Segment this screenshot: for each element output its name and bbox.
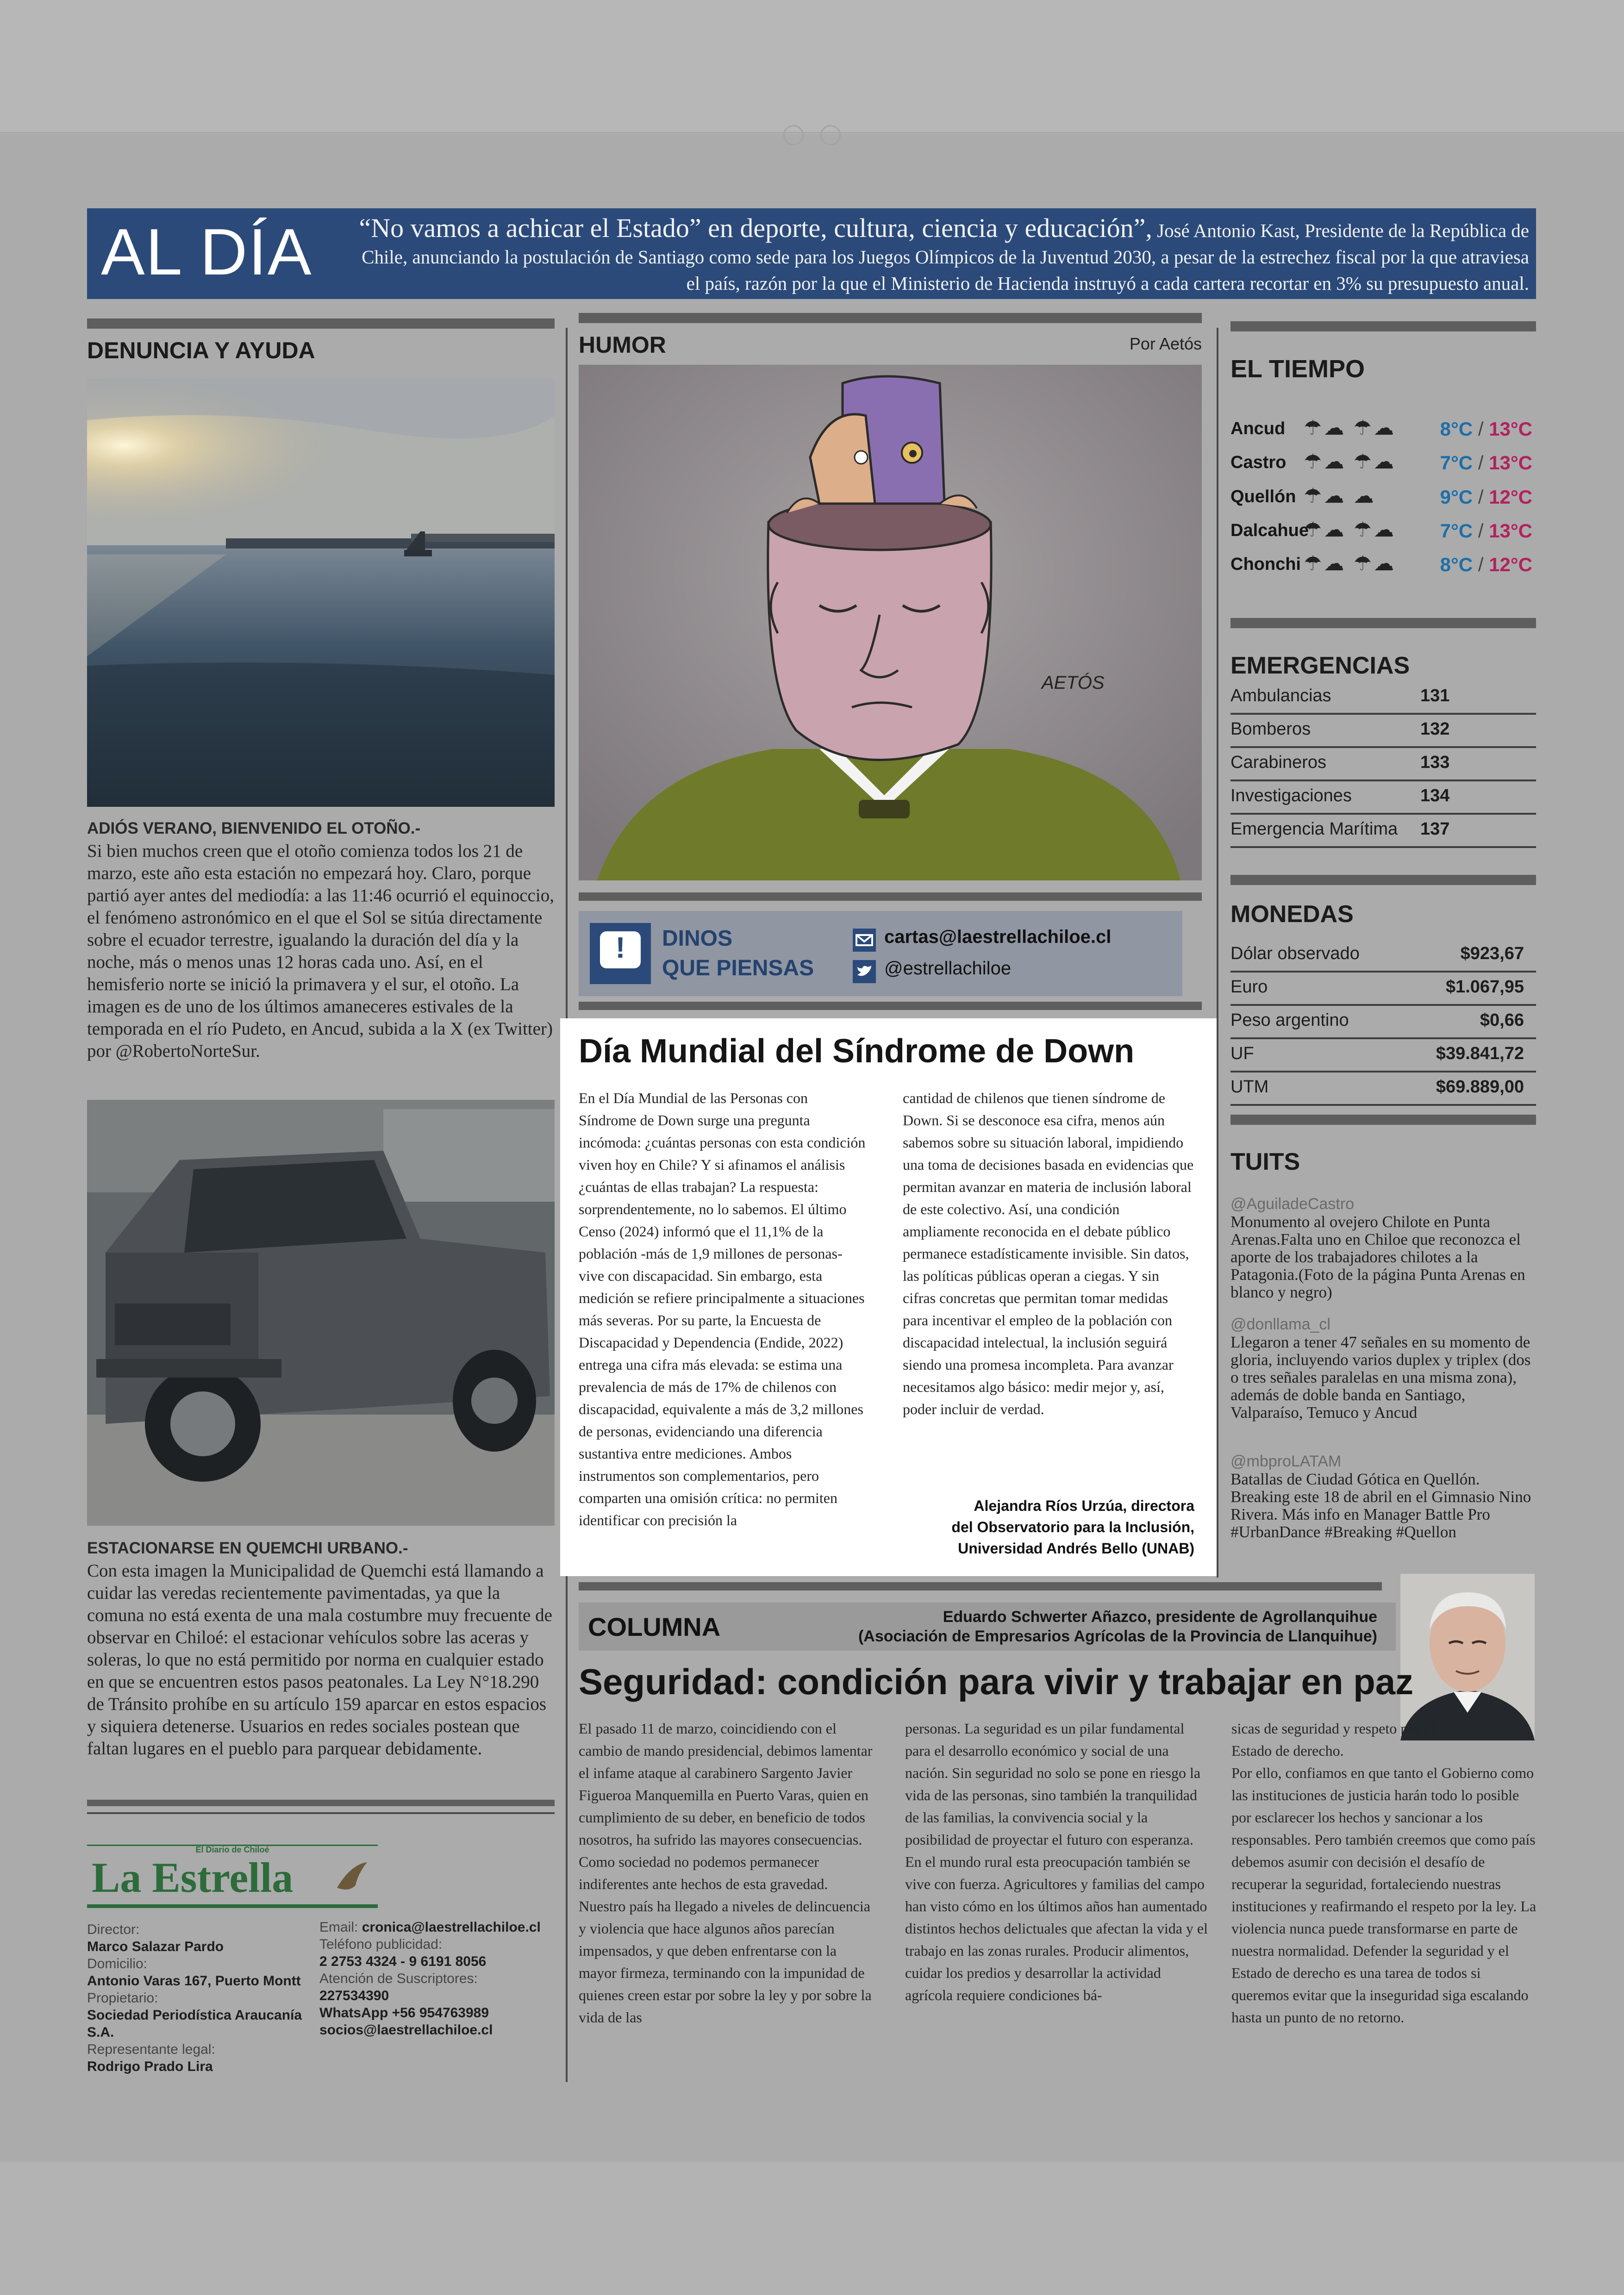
tweet-user[interactable]: @mbproLATAM [1230, 1453, 1342, 1470]
socios-value[interactable]: socios@laestrellachiloe.cl [319, 2022, 493, 2038]
rep-value: Rodrigo Prado Lira [87, 2059, 213, 2074]
portrait-illustration [1400, 1574, 1535, 1740]
emergency-row [1230, 780, 1536, 815]
speech-bubble-icon [590, 923, 651, 984]
story2-body: Con esta imagen la Municipalidad de Quemchi está llamando a cuidar las veredas recientemente pavimentadas, ya que la comuna no está exenta de una mala costumbre muy frecuente de observar en Chiloé: el estacionar vehículos sobre las aceras y soleras, lo que no está permitido por norma en cualquier estado en que se encuentren estos pasos peatonales. La Ley N°18.290 de Tránsito prohíbe en su artículo 159 aparcar en estos espacios y siquiera detenerse. Usuarios en redes sociales postean que faltan lugares en el pueblo para parquear debidamente. [87, 1561, 552, 1759]
emergency-name: Ambulancias [1230, 686, 1331, 705]
currency-row [1230, 971, 1536, 1006]
dinos-line1: DINOS [662, 926, 733, 951]
domicilio-label: Domicilio: [87, 1956, 148, 1971]
weather-row [1230, 482, 1536, 516]
tweet-item [1230, 1453, 1536, 1541]
temp-max: 13°C [1489, 418, 1532, 440]
dinos-title [662, 924, 814, 983]
dinos-email[interactable]: cartas@laestrellachiloe.cl [884, 927, 1112, 947]
tweet-item [1230, 1195, 1536, 1301]
masthead-rule-thin [87, 1812, 555, 1814]
email-label: Email: [319, 1920, 358, 1935]
emergencias-heading: EMERGENCIAS [1230, 652, 1410, 679]
sig-line3: Universidad Andrés Bello (UNAB) [958, 1540, 1194, 1557]
emergencias-bar [1230, 618, 1536, 628]
humor-bar [579, 313, 1202, 323]
emergency-row [1230, 746, 1536, 781]
al-dia-banner [87, 208, 1536, 299]
dinos-twitter[interactable]: @estrellachiloe [884, 958, 1012, 979]
cartoon-signature: AETÓS [1042, 673, 1105, 693]
humor-heading: HUMOR [579, 332, 666, 358]
currency-value: $0,66 [1480, 1010, 1524, 1030]
dinos-box [579, 911, 1182, 996]
sig-line1: Alejandra Ríos Urzúa, directora [974, 1497, 1194, 1514]
currency-value: $39.841,72 [1436, 1044, 1524, 1063]
section-bar [87, 318, 555, 329]
tuits-heading: TUITS [1230, 1148, 1300, 1175]
emergency-name: Investigaciones [1230, 786, 1352, 805]
monedas-heading: MONEDAS [1230, 901, 1354, 928]
temp-separator: / [1478, 418, 1484, 440]
tiempo-heading: EL TIEMPO [1230, 355, 1365, 383]
weather-row [1230, 516, 1536, 549]
propietario-value: Sociedad Periodística Araucanía S.A. [87, 2008, 302, 2040]
tel-label: Teléfono publicidad: [319, 1937, 443, 1952]
bird-logo-icon [332, 1860, 369, 1897]
temp-min: 9°C [1440, 486, 1473, 508]
currency-name: Dólar observado [1230, 944, 1360, 963]
emergency-number[interactable]: 131 [1420, 686, 1450, 705]
story1-body: Si bien muchos creen que el otoño comienza todos los 21 de marzo, este año esta estación no empezará hoy. Claro, porque partió ayer antes del mediodía: a las 11:46 ocurrió el equinoccio, el fenómeno astronómico en el que el Sol se sitúa directamente sobre el ecuador terrestre, igualando la duración del día y la noche, más o menos unas 12 horas cada uno. Así, en el hemisferio norte se inició la primavera y el sur, el otoño. La imagen es de uno de los últimos amaneceres estivales de la temporada en el río Pudeto, en Ancud, subida a la X (ex Twitter) por @RobertoNorteSur. [87, 841, 554, 1061]
emergency-name: Bomberos [1230, 719, 1311, 739]
columna-title: Seguridad: condición para vivir y trabajar en paz [579, 1661, 1414, 1702]
emergency-row [1230, 813, 1536, 848]
rain-cloud-icon: ☂☁ ☂☁ [1304, 417, 1396, 439]
currency-name: UTM [1230, 1077, 1269, 1097]
subs-value: 227534390 [319, 1988, 389, 2003]
temp-max: 12°C [1489, 486, 1532, 508]
featured-article [560, 1018, 1217, 1576]
tweet-text: Llegaron a tener 47 señales en su momento de gloria, incluyendo varios duplex y triplex (dos o tres señales paralelas en una misma zona), además de doble banda en Santiago, Valparaíso, Temuco y Ancud [1230, 1333, 1531, 1422]
weather-city: Quellón [1230, 487, 1296, 506]
story2-title: ESTACIONARSE EN QUEMCHI URBANO.- [87, 1539, 408, 1557]
weather-temps [1440, 452, 1532, 474]
weather-city: Dalcahue [1230, 521, 1309, 540]
temp-separator: / [1478, 486, 1484, 508]
tel-value: 2 2753 4324 - 9 6191 8056 [319, 1954, 487, 1969]
weather-temps [1440, 486, 1532, 508]
weather-row [1230, 448, 1536, 481]
emergency-name: Carabineros [1230, 753, 1326, 772]
monedas-bar [1230, 875, 1536, 885]
currency-value: $923,67 [1460, 944, 1524, 963]
sunset-illustration [87, 379, 555, 807]
truck-photo [87, 1100, 555, 1526]
al-dia-label: AL DÍA [101, 215, 312, 289]
emergency-row [1230, 713, 1536, 748]
temp-separator: / [1478, 520, 1484, 542]
currency-value: $69.889,00 [1436, 1077, 1524, 1097]
tweet-item [1230, 1316, 1536, 1422]
weather-city: Castro [1230, 453, 1287, 472]
al-dia-body: José Antonio Kast, Presidente de la República de Chile, anunciando la postulación de Santiago como sede para los Juegos Olímpicos de la Juventud 2030, a pesar de la estrechez fiscal por la que atraviesa el país, razón por la que el Ministerio de Hacienda instruyó a cada cartera recortar en 3% su presupuesto anual. [362, 220, 1529, 294]
rain-cloud-icon: ☂☁ ☁ [1304, 485, 1376, 507]
currency-name: Euro [1230, 977, 1268, 997]
cartoon-illustration [579, 365, 1202, 880]
page-nav[interactable] [783, 125, 841, 145]
humor-cartoon [579, 365, 1202, 880]
weather-temps [1440, 520, 1532, 542]
story1-title: ADIÓS VERANO, BIENVENIDO EL OTOÑO.- [87, 819, 421, 837]
featured-col2: cantidad de chilenos que tienen síndrome de Down. Si se desconoce esa cifra, menos aún sabemos sobre su situación laboral, impidiendo una toma de decisiones basada en evidencias que permitan avanzar en materia de inclusión laboral de este colectivo. Así, una condición ampliamente reconocida en el debate público permanece estadísticamente invisible. Sin datos, las políticas públicas operan a ciegas. Y sin cifras concretas que permitan tomar medidas para incentivar el empleo de la población con discapacidad intelectual, la inclusión seguirá siendo una promesa incompleta. Para avanzar necesitamos algo básico: medir mejor y, así, poder incluir de verdad. [903, 1090, 1194, 1417]
dinos-bar [579, 892, 1202, 901]
tweet-text: Monumento al ovejero Chilote en Punta Arenas.Falta uno en Chiloe que reconozca el aporte de los trabajadores chilotes a la Patagonia.(Foto de la página Punta Arenas en blanco y negro) [1230, 1213, 1525, 1301]
exclamation-glyph: ! [615, 931, 625, 964]
currency-row [1230, 1071, 1536, 1106]
temp-max: 13°C [1489, 452, 1532, 474]
prev-page-dot[interactable] [783, 125, 804, 145]
weather-temps [1440, 418, 1532, 440]
currency-name: UF [1230, 1044, 1254, 1063]
whatsapp-value: WhatsApp +56 954763989 [319, 2005, 489, 2021]
dinos-line2: QUE PIENSAS [662, 956, 814, 980]
domicilio-value: Antonio Varas 167, Puerto Montt [87, 1973, 301, 1989]
currency-value: $1.067,95 [1445, 977, 1524, 997]
featured-title: Día Mundial del Síndrome de Down [579, 1033, 1135, 1070]
tweet-user[interactable]: @AguiladeCastro [1230, 1195, 1354, 1213]
columna-col3: Por ello, confiamos en que tanto el Gobierno como las instituciones de justicia harán todo lo posible por esclarecer los hechos y sancionar a los responsables. Pero también creemos que como país debemos asumir con decisión el desafío de recuperar la seguridad, fortaleciendo nuestras instituciones y reafirmando el respeto por la ley. La violencia nunca puede transformarse en parte de nuestra normalidad. Defender la seguridad y el Estado de derecho es una tarea de todos si queremos evitar que la inseguridad siga escalando hasta un punto de no retorno. [1231, 1765, 1537, 2026]
masthead-logo [87, 1845, 378, 1908]
truck-illustration [87, 1100, 555, 1526]
emergency-number[interactable]: 134 [1420, 786, 1450, 805]
al-dia-text [346, 215, 1529, 297]
weather-city: Ancud [1230, 419, 1286, 438]
temp-separator: / [1478, 554, 1484, 575]
rep-label: Representante legal: [87, 2042, 215, 2057]
staff-box-left [87, 1921, 309, 2075]
email-value[interactable]: cronica@laestrellachiloe.cl [362, 1920, 541, 1935]
staff-box-right [319, 1919, 560, 2039]
propietario-label: Propietario: [87, 1990, 158, 2006]
columna-author [858, 1607, 1377, 1646]
tweet-text: Batallas de Ciudad Gótica en Quellón. Breaking este 18 de abril en el Gimnasio Nino Rivera. Más info en Manager Battle Pro #UrbanDance #Breaking #Quellon [1230, 1470, 1531, 1541]
emergency-number[interactable]: 133 [1420, 753, 1450, 772]
columna-col1: El pasado 11 de marzo, coincidiendo con el cambio de mando presidencial, debimos lamentar el infame ataque al carabinero Sargento Javier Figueroa Manquemilla en Puerto Varas, quien en cumplimiento de su deber, en beneficio de todos nosotros, ha sufrido las mayores consecuencias. Como sociedad no podemos permanecer indiferentes ante hechos de esta gravedad. Nuestro país ha llegado a niveles de delincuencia y violencia que hace algunos años parecían impensados, y que deben enfrentarse con la mayor firmeza, terminando con la impunidad de quienes creen estar por sobre la ley y por sobre la vida de las [579, 1720, 873, 2026]
temp-max: 12°C [1489, 554, 1532, 575]
columna-header [579, 1603, 1396, 1651]
emergency-name: Emergencia Marítima [1230, 819, 1398, 839]
featured-signature [903, 1495, 1194, 1559]
emergency-row [1230, 680, 1536, 715]
currency-row [1230, 1004, 1536, 1039]
denuncia-heading: DENUNCIA Y AYUDA [87, 337, 315, 363]
viewer-top-strip [0, 0, 1624, 133]
columna-col3-intro: sicas de seguridad y respeto por el Estado de derecho. [1231, 1720, 1435, 1759]
next-page-dot[interactable] [820, 125, 841, 145]
columna-label: COLUMNA [588, 1612, 721, 1641]
al-dia-quote: “No vamos a achicar el Estado” en deporte, cultura, ciencia y educación”, [359, 213, 1152, 243]
weather-temps [1440, 554, 1532, 576]
columna-author-line1: Eduardo Schwerter Añazco, presidente de Agrollanquihue [943, 1608, 1377, 1626]
sig-line2: del Observatorio para la Inclusión, [951, 1519, 1194, 1535]
temp-separator: / [1478, 452, 1484, 474]
weather-row [1230, 550, 1536, 583]
weather-city: Chonchi [1230, 555, 1301, 574]
temp-max: 13°C [1489, 520, 1532, 542]
temp-min: 8°C [1440, 418, 1473, 440]
columna-bar-top [579, 1582, 1382, 1590]
tiempo-bar [1230, 321, 1536, 331]
director-label: Director: [87, 1922, 140, 1937]
humor-author: Por Aetós [1129, 334, 1202, 353]
temp-min: 7°C [1440, 520, 1473, 542]
columna-col2: personas. La seguridad es un pilar fundamental para el desarrollo económico y social de una nación. Sin seguridad no solo se pone en riesgo la vida de las personas, sino también la tranquilidad de las familias, la convivencia social y la posibilidad de proyectar el futuro con esperanza. En el mundo rural esta preocupación también se vive con fuerza. Agricultores y familias del campo han visto cómo en los últimos años han aumentado distintos hechos delictuales que afectan la vida y el trabajo en las zonas rurales. Producir alimentos, cuidar los predios y desarrollar la actividad agrícola requiere condiciones bá- [905, 1720, 1208, 2003]
mail-icon [853, 929, 876, 952]
currency-row [1230, 937, 1536, 973]
masthead-name: La Estrella [92, 1854, 294, 1901]
masthead-rule [87, 1800, 555, 1806]
rain-cloud-icon: ☂☁ ☂☁ [1304, 450, 1396, 473]
columna-author-line2: (Asociación de Empresarios Agrícolas de la Provincia de Llanquihue) [858, 1628, 1377, 1645]
currency-row [1230, 1037, 1536, 1073]
temp-min: 7°C [1440, 452, 1473, 474]
temp-min: 8°C [1440, 554, 1473, 575]
sunset-photo [87, 379, 555, 807]
rain-cloud-icon: ☂☁ ☂☁ [1304, 552, 1396, 575]
tuits-bar [1230, 1115, 1536, 1125]
emergency-number[interactable]: 132 [1420, 719, 1450, 739]
subs-label: Atención de Suscriptores: [319, 1971, 478, 1986]
twitter-icon [853, 960, 876, 983]
column-rule-right [1217, 328, 1218, 1578]
viewer-bottom-strip [0, 2162, 1624, 2295]
dinos-bottom-bar [579, 1002, 1202, 1010]
author-portrait [1400, 1574, 1535, 1740]
director-value: Marco Salazar Pardo [87, 1939, 224, 1954]
emergency-number[interactable]: 137 [1420, 819, 1450, 839]
tweet-user[interactable]: @donllama_cl [1230, 1316, 1330, 1333]
rain-cloud-icon: ☂☁ ☂☁ [1304, 518, 1396, 541]
currency-name: Peso argentino [1230, 1010, 1349, 1030]
masthead-tagline: El Diario de Chiloé [195, 1845, 269, 1854]
weather-row [1230, 414, 1536, 448]
featured-col1: En el Día Mundial de las Personas con Síndrome de Down surge una pregunta incómoda: ¿cuántas personas con esta condición viven hoy en Chile? Y si afinamos el análisis ¿cuántas de ellas trabajan? La respuesta: sorprendentemente, no lo sabemos. El último Censo (2024) informó que el 11,1% de la población -más de 1,9 millones de personas- vive con discapacidad. Sin embargo, esta medición se refiere principalmente a situaciones más severas. Por su parte, la Encuesta de Discapacidad y Dependencia (Endide, 2022) entrega una cifra más elevada: se estima una prevalencia de más de 17% de chilenos con discapacidad, equivalente a más de 3,2 millones de personas, evidenciando una diferencia sustantiva entre mediciones. Ambos instrumentos son complementarios, pero comparten una omisión crítica: no permiten identificar con precisión la [579, 1090, 866, 1528]
